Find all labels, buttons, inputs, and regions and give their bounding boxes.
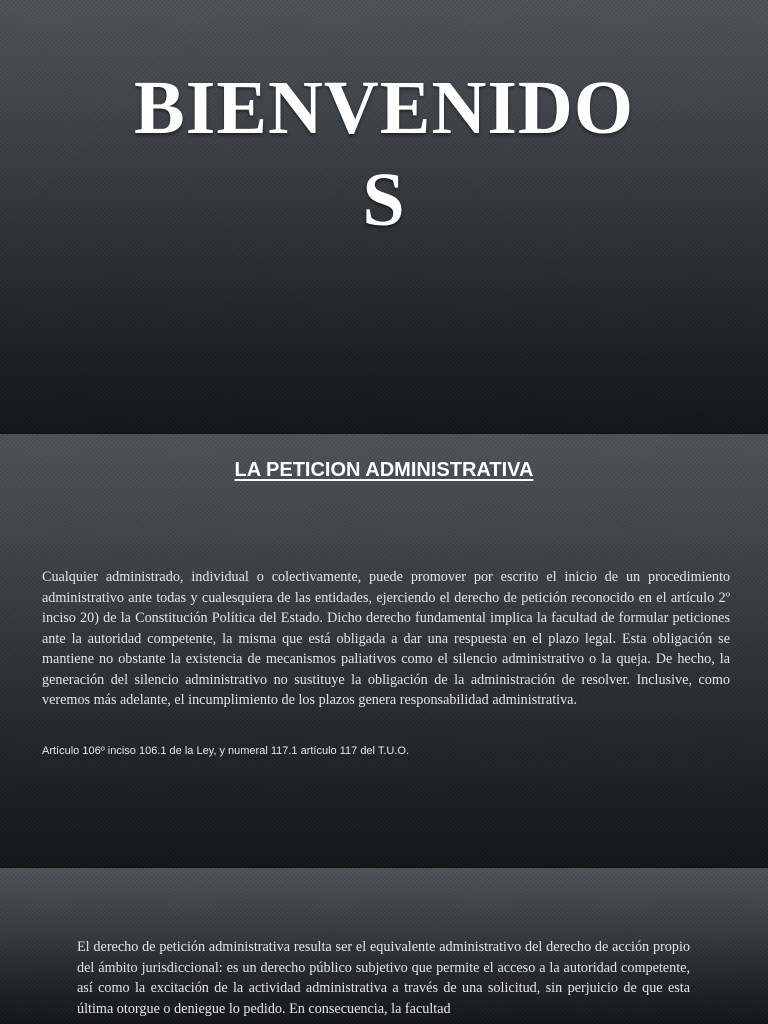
legal-reference-footnote: Artículo 106º inciso 106.1 de la Ley, y numeral 117.1 artículo 117 del T.U.O. [42, 745, 410, 757]
slide-welcome [0, 0, 768, 433]
slide-derecho-peticion [0, 867, 768, 1024]
welcome-title: BIENVENIDOS [134, 66, 634, 242]
slide-body-paragraph: El derecho de petición administrativa resulta ser el equivalente administrativo del derecho de acción propio del ámbito jurisdiccional: es un derecho público subjetivo que permite el acceso a la autoridad competente, así como la excitación de la actividad administrativa a través de una solicitud, sin perjuicio de que esta última otorgue o deniegue lo pedido. En consecuencia, la facultad [77, 939, 690, 1017]
slide-body-paragraph: Cualquier administrado, individual o colectivamente, puede promover por escrito el inicio de un procedimiento administrativo ante todas y cualesquiera de las entidades, ejerciendo el derecho de petición reconocido en el artículo 2º inciso 20) de la Constitución Política del Estado. Dicho derecho fundamental implica la facultad de formular peticiones ante la autoridad competente, la misma que está obligada a dar una respuesta en el plazo legal. Esta obligación se mantiene no obstante la existencia de mecanismos paliativos como el silencio administrativo o la queja. De hecho, la generación del silencio administrativo no sustituye la obligación de la administración de resolver. Inclusive, como veremos más adelante, el incumplimiento de los plazos genera responsabilidad administrativa. [42, 569, 730, 708]
slide-heading: LA PETICION ADMINISTRATIVA [234, 459, 534, 481]
slide-peticion-administrativa [0, 433, 768, 867]
